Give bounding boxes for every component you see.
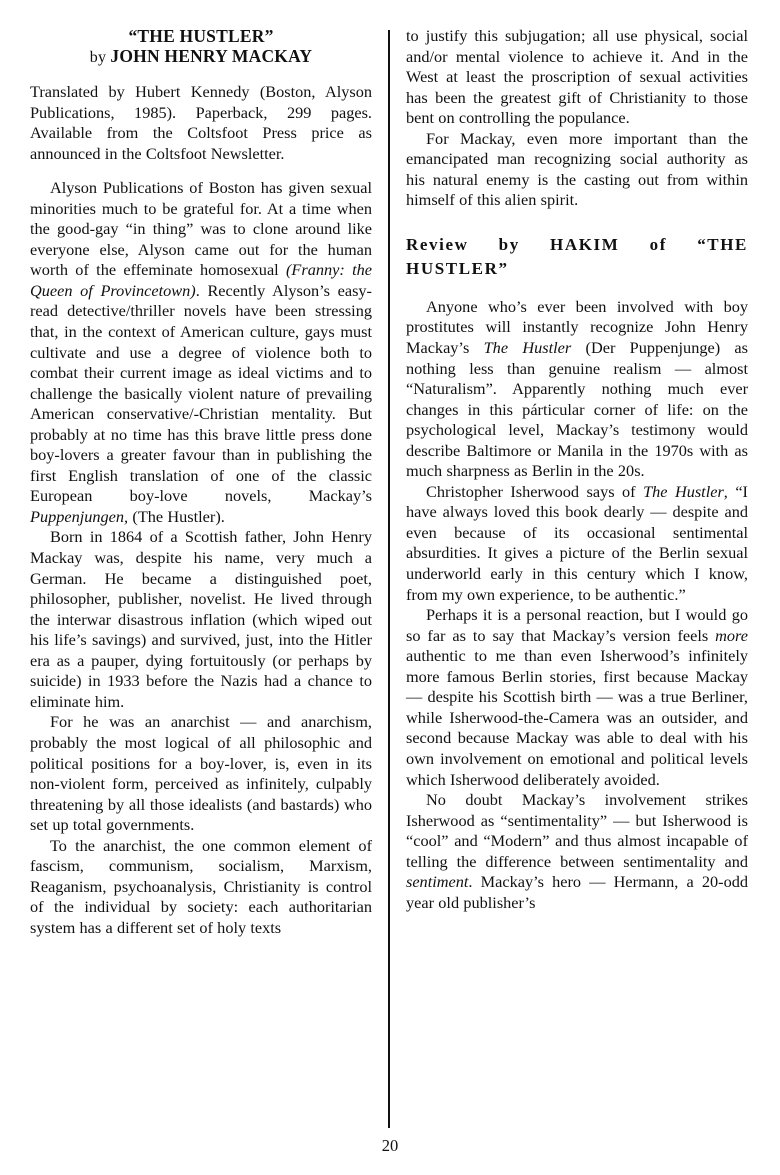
- right-column-paragraphs-top: [406, 26, 748, 211]
- italic-run: The Hustler: [643, 481, 724, 501]
- italic-run: (Franny: the Queen of Provincetown): [30, 260, 372, 300]
- paragraph-p4: To the anarchist, the one common element of fascism, communism, socialism, Marxism, Reaganism, psychoanalysis, Christianity is control of the individual by society: each authoritarian system has a different set of holy texts: [30, 835, 372, 937]
- paragraph-p2: Born in 1864 of a Scottish father, John Henry Mackay was, despite his name, very much a German. He became a distinguished poet, philosopher, publisher, novelist. He lived through the interwar disastrous inflation (which wiped out his life’s savings) and survived, just, into the Hitler era as a pauper, dying fortuitously (or perhaps by suicide) in 1933 before the Nazis had a chance to eliminate him.: [30, 527, 372, 711]
- paragraph-p1: Alyson Publications of Boston has given sexual minorities much to be grateful for. At a time when the good-gay “in thing” was to clone around like everyone else, Alyson came out for the human worth of the effeminate homosexual (Franny: the Queen of Provincetown). Recently Alyson’s easy-read detective/thriller novels have been stressing that, in the context of American culture, gays must cultivate and use a degree of violence both to combat their current image as ideal victims and to challenge the basically violent nature of prevailing American conservative/-Christian mentality. But probably at no time has this brave little press done boy-lovers a greater favour than in publishing the first English translation of one of the classic European boy-love novels, Mackay’s Puppenjungen, (The Hustler).: [30, 178, 372, 526]
- review-heading-line2: HUSTLER”: [406, 258, 509, 278]
- paragraph-r6: No doubt Mackay’s involvement strikes Isherwood as “sentimentality” — but Isherwood is “cool” and “Modern” and thus almost incapable of telling the difference between sentimentality and sentiment. Mackay’s hero — Hermann, a 20-odd year old publisher’s: [406, 790, 748, 912]
- paragraph-r3: Anyone who’s ever been involved with boy prostitutes will instantly recognize John Henry Mackay’s The Hustler (Der Puppenjunge) as nothing less than genuine realism — almost “Naturalism”. Apparently nothing much ever changes in this párticular corner of life: on the psychological level, Mackay’s testimony would describe Baltimore or Manila in the 1970s with as much sharpness as Berlin in the 20s.: [406, 296, 748, 481]
- paragraph-r1: to justify this subjugation; all use physical, social and/or mental violence to achieve it. And in the West at least the proscription of sexual activities has been the greatest gift of Christianity to those bent on controlling the populance.: [406, 26, 748, 128]
- byline-prefix: by: [89, 49, 111, 66]
- review-heading-line1: Review by HAKIM of “THE: [406, 234, 748, 254]
- left-column-paragraphs: [30, 178, 372, 938]
- credit-paragraph: Translated by Hubert Kennedy (Boston, Alyson Publications, 1985). Paperback, 299 pages. Available from the Coltsfoot Press price as announced in the Coltsfoot Newsletter.: [30, 82, 372, 163]
- left-column: [30, 26, 372, 938]
- paragraph-p3: For he was an anarchist — and anarchism, probably the most logical of all philosophic and political positions for a boy-lover, is, even in its non-violent form, perceived as infinitely, culpably threatening by all those idealists (and bastards) who set up total governments.: [30, 712, 372, 835]
- page-number: 20: [381, 1136, 399, 1155]
- review-section-heading: [406, 233, 748, 281]
- article-title: “THE HUSTLER”: [128, 26, 274, 46]
- paragraph-r5: Perhaps it is a personal reaction, but I would go so far as to say that Mackay’s version feels more authentic to me than even Isherwood’s infinitely more famous Berlin stories, first because Mackay — despite his Scottish birth — was a true Berliner, while Isherwood-the-Camera was an outsider, and second because Mackay was able to deal with his own involvement on emotional and political levels which Isherwood deliberately avoided.: [406, 605, 748, 789]
- italic-run: sentiment: [406, 872, 469, 892]
- right-column: [406, 26, 748, 913]
- paragraph-r4: Christopher Isherwood says of The Hustler, “I have always loved this book dearly — despite and even because of its occasional sentimental absurdities. It gives a picture of the Berlin sexual underworld early in this century which I know, from my own experience, to be authentic.”: [406, 481, 748, 604]
- column-divider-rule: [388, 30, 390, 1128]
- byline-author: JOHN HENRY MACKAY: [110, 46, 313, 66]
- paragraph-r2: For Mackay, even more important than the emancipated man recognizing social authority as his natural enemy is the casting out from within himself of this alien spirit.: [406, 128, 748, 210]
- italic-run: Puppenjungen,: [30, 506, 129, 526]
- article-byline: [30, 46, 372, 68]
- article-title-block: [30, 26, 372, 68]
- italic-run: The Hustler: [483, 338, 572, 358]
- right-column-paragraphs-bottom: [406, 297, 748, 913]
- italic-run: more: [715, 625, 748, 645]
